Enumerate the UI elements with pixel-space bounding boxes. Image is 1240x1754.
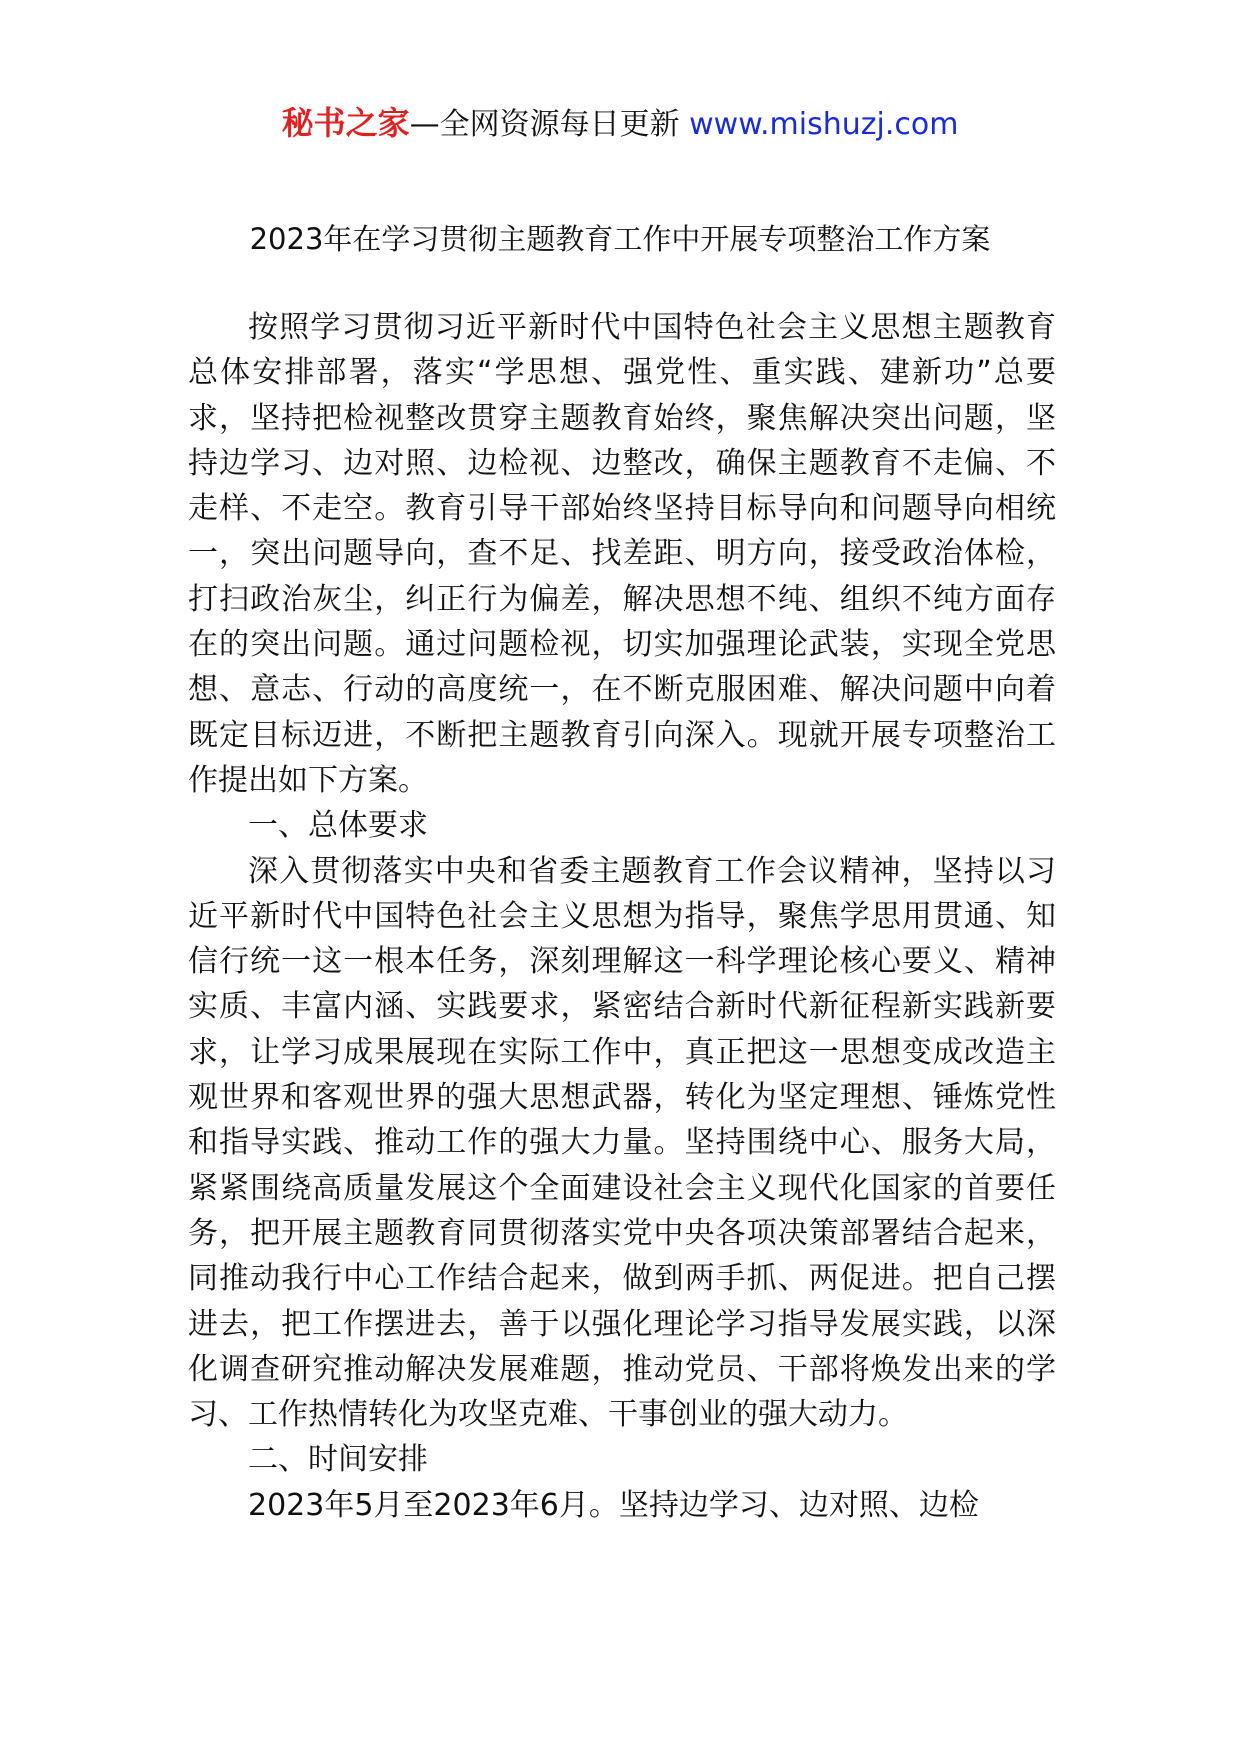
section-paragraph: 2023年5月至2023年6月。坚持边学习、边对照、边检 [248, 1487, 979, 1523]
intro-paragraph: 按照学习贯彻习近平新时代中国特色社会主义思想主题教育总体安排部署，落实“学思想、强党性、重实践、建新功”总要求，坚持把检视整改贯穿主题教育始终，聚焦解决突出问题，坚持边学习、边对照、边检视、边整改，确保主题教育不走偏、不走样、不走空。教育引导干部始终坚持目标导向和问题导向相统一，突出问题导向，查不足、找差距、明方向，接受政治体检，打扫政治灰尘，纠正行为偏差，解决思想不纯、组织不纯方面存在的突出问题。通过问题检视，切实加强理论武装，实现全党思想、意志、行动的高度统一，在不断克服困难、解决问题中向着既定目标迈进，不断把主题教育引向深入。现就开展专项整治工作提出如下方案。 [188, 310, 1056, 798]
section-heading: 二、时间安排 [248, 1442, 428, 1478]
document-body [188, 305, 1056, 1528]
section-heading: 一、总体要求 [248, 808, 428, 844]
section-paragraph: 深入贯彻落实中央和省委主题教育工作会议精神，坚持以习近平新时代中国特色社会主义思想为指导，聚焦学思用贯通、知信行统一这一根本任务，深刻理解这一科学理论核心要义、精神实质、丰富内涵、实践要求，紧密结合新时代新征程新实践新要求，让学习成果展现在实际工作中，真正把这一思想变成改造主观世界和客观世界的强大思想武器，转化为坚定理想、锤炼党性和指导实践、推动工作的强大力量。坚持围绕中心、服务大局，紧紧围绕高质量发展这个全面建设社会主义现代化国家的首要任务，把开展主题教育同贯彻落实党中央各项决策部署结合起来，同推动我行中心工作结合起来，做到两手抓、两促进。把自己摆进去，把工作摆进去，善于以强化理论学习指导发展实践，以深化调查研究推动解决发展难题，推动党员、干部将焕发出来的学习、工作热情转化为攻坚克难、干事创业的强大动力。 [188, 853, 1056, 1433]
site-name: 秘书之家 [281, 104, 410, 142]
site-tagline: —全网资源每日更新 [409, 107, 690, 142]
document-title: 2023年在学习贯彻主题教育工作中开展专项整治工作方案 [249, 222, 991, 256]
site-header [0, 100, 1240, 148]
site-url-link[interactable]: www.mishuzj.com [689, 107, 959, 142]
